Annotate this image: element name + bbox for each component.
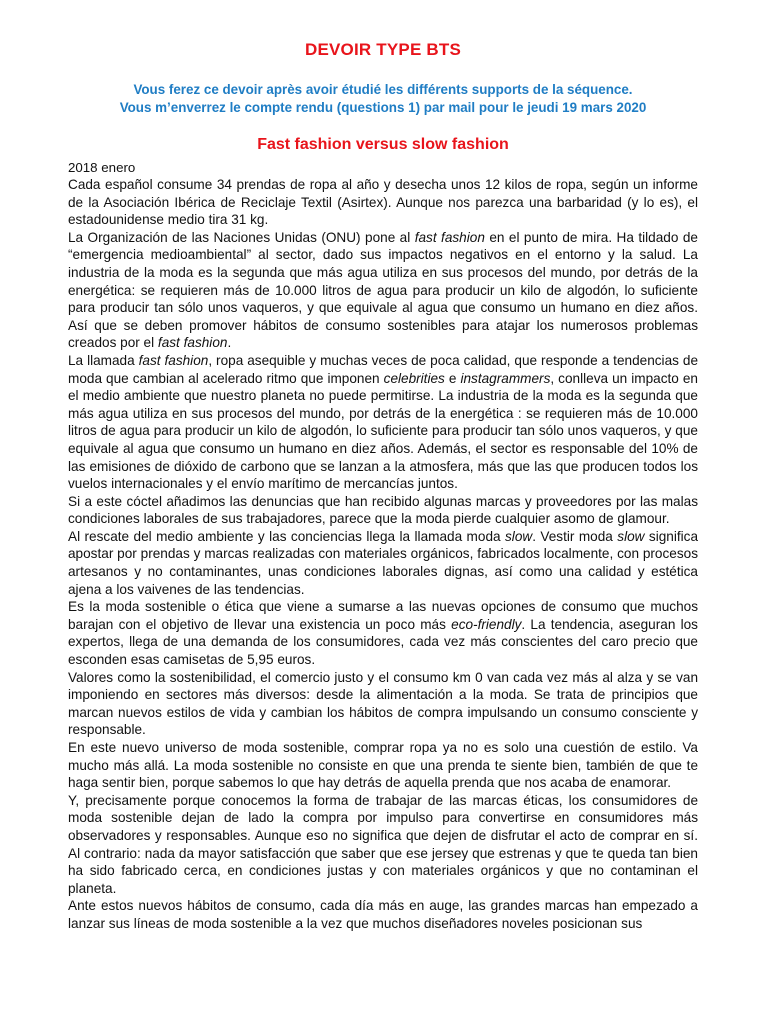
- italic-term: slow: [505, 528, 533, 544]
- article-paragraph: [68, 792, 698, 898]
- article-paragraph: [68, 669, 698, 739]
- instruction-line-2: Vous m’enverrez le compte rendu (questions 1) par mail pour le jeudi 19 mars 2020: [119, 100, 647, 115]
- article-paragraph: [68, 229, 698, 352]
- document-page: [68, 40, 698, 1024]
- article-paragraph: [68, 528, 698, 598]
- article-paragraph: [68, 493, 698, 528]
- text-run: Y, precisamente porque conocemos la forma de trabajar de las marcas éticas, los consumidores de moda sostenible dejan de lado la compra por impulso para convertirse en consumidores más observadores y responsables. Aunque eso no significa que dejen de disfrutar el acto de comprar en sí. Al contrario: nada da mayor satisfacción que saber que ese jersey que estrenas y que te queda tan bien ha sido fabricado cerca, en condiciones justas y con materiales orgánicos y que no contaminan el planeta.: [68, 792, 698, 896]
- text-run: . Vestir moda: [532, 528, 618, 544]
- text-run: .: [227, 335, 232, 351]
- article-paragraph: [68, 739, 698, 792]
- italic-term: slow: [617, 528, 645, 544]
- article-paragraph: [68, 897, 698, 932]
- italic-term: fast fashion: [157, 335, 228, 351]
- text-run: , conlleva un impacto en el medio ambiente que nuestro planeta no puede permitirse. La industria de la moda es la segunda que más agua utiliza en sus procesos del mundo, por detrás de la energética : se requieren más de 10.000 litros de agua para producir un kilo de algodón, lo suficiente para producir tan sólo unos vaqueros, y que equivale al agua que consumo un humano en diez años. Además, el sector es responsable del 10% de las emisiones de dióxido de carbono que se lanzan a la atmosfera, más que las que producen todos los vuelos internacionales y el envío marítimo de mercancías juntos.: [68, 370, 698, 492]
- italic-term: eco-friendly: [451, 616, 522, 632]
- assignment-title: DEVOIR TYPE BTS: [304, 40, 462, 59]
- text-run: Al rescate del medio ambiente y las conciencias llega la llamada moda: [68, 528, 505, 544]
- article-date: 2018 enero: [68, 160, 136, 175]
- text-run: Ante estos nuevos hábitos de consumo, cada día más en auge, las grandes marcas han empezado a lanzar sus líneas de moda sostenible a la vez que muchos diseñadores noveles posicionan sus: [68, 898, 698, 931]
- article-paragraph: [68, 352, 698, 493]
- text-run: En este nuevo universo de moda sostenible, comprar ropa ya no es solo una cuestión de estilo. Va mucho más allá. La moda sostenible no consiste en que una prenda te siente bien, también de que te haga sentir bien, porque sabemos lo que hay detrás de aquella prenda que nos acaba de enamorar.: [68, 740, 698, 791]
- text-run: Es la moda sostenible o ética que viene a sumarse a las nuevas opciones de consumo que muchos barajan con el objetivo de llevar una existencia un poco más: [68, 599, 698, 632]
- article-paragraph: [68, 176, 698, 229]
- text-run: La llamada: [68, 352, 139, 368]
- text-run: significa apostar por prendas y marcas realizadas con materiales orgánicos, fabricados localmente, con procesos artesanos y no contaminantes, unas condiciones laborales dignas, así como una calidad y estética ajena a los vaivenes de las tendencias.: [68, 528, 698, 597]
- text-run: , ropa asequible y muchas veces de poca calidad, que responde a tendencias de moda que cambian al acelerado ritmo que imponen: [68, 352, 698, 386]
- italic-term: celebrities: [383, 370, 445, 386]
- text-run: La Organización de las Naciones Unidas (ONU) pone al: [68, 229, 415, 245]
- text-run: . La tendencia, aseguran los expertos, llega de una demanda de los consumidores, cada vez más conscientes del caro precio que esconden esas camisetas de 5,95 euros.: [68, 616, 698, 668]
- text-run: Valores como la sostenibilidad, el comercio justo y el consumo km 0 van cada vez más al alza y se van imponiendo en sectores más diversos: desde la alimentación a la moda. Se trata de principios que marcan nuevos estilos de vida y cambian los hábitos de compra impulsando un consumo consciente y responsable.: [68, 669, 698, 738]
- article-title: Fast fashion versus slow fashion: [257, 136, 509, 153]
- text-run: Si a este cóctel añadimos las denuncias que han recibido algunas marcas y proveedores por las malas condiciones laborales de sus trabajadores, parece que la moda pierde cualquier asomo de glamour.: [68, 493, 698, 527]
- italic-term: fast fashion: [414, 229, 485, 245]
- text-run: en el punto de mira. Ha tildado de “emergencia medioambiental” al sector, dado sus impactos negativos en el entorno y la salud. La industria de la moda es la segunda que más agua utiliza en sus procesos del mundo, por detrás de la energética: se requieren más de 10.000 litros de agua para producir un kilo de algodón, lo suficiente para producir tan sólo unos vaqueros, y que equivale al agua que consumo un humano en diez años. Así que se deben promover hábitos de consumo sostenibles para atajar los numerosos problemas creados por el: [68, 229, 698, 351]
- text-run: Cada español consume 34 prendas de ropa al año y desecha unos 12 kilos de ropa, según un informe de la Asociación Ibérica de Reciclaje Textil (Asirtex). Aunque nos parezca una barbaridad (y lo es), el estadounidense medio tira 31 kg.: [68, 177, 698, 228]
- article-body: [68, 176, 698, 933]
- article-paragraph: [68, 598, 698, 668]
- italic-term: instagrammers: [460, 370, 551, 386]
- text-run: e: [444, 370, 461, 386]
- italic-term: fast fashion: [138, 352, 209, 368]
- instruction-line-1: Vous ferez ce devoir après avoir étudié les différents supports de la séquence.: [133, 82, 633, 97]
